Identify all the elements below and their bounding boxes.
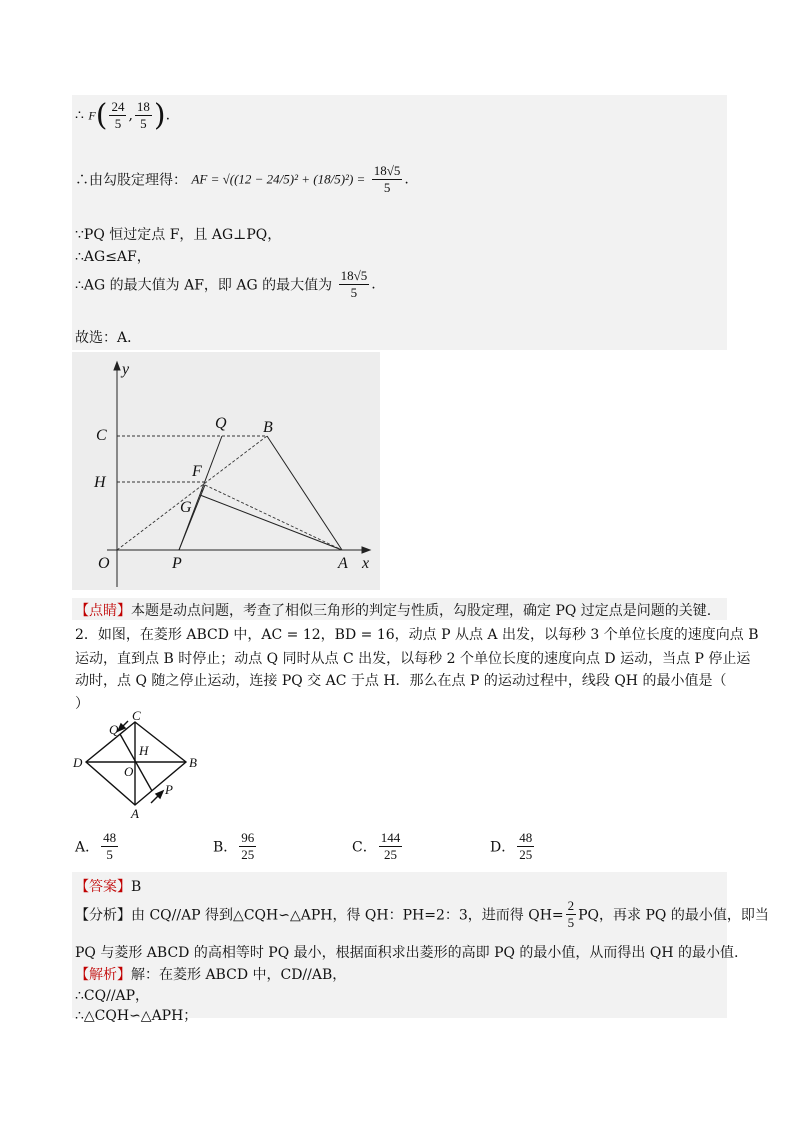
comment-line: 【点睛】本题是动点问题，考查了相似三角形的判定与性质，勾股定理，确定 PQ 过定点是问题的关键.: [75, 603, 712, 619]
fig2-label-P: P: [165, 782, 173, 797]
solution2-line3: ∴△CQH∽△APH；: [75, 1008, 198, 1024]
label-P: P: [172, 555, 182, 572]
label-G: G: [180, 499, 192, 516]
line-GA: [200, 495, 342, 550]
choose-line: 故选：A．: [75, 330, 142, 346]
fig2-label-Q: Q: [109, 722, 119, 737]
analysis-line2: PQ 与菱形 ABCD 的高相等时 PQ 最小，根据面积求出菱形的高即 PQ 的最小值，从而得出 QH 的最小值.: [75, 945, 739, 961]
fig2-label-D: D: [73, 755, 83, 770]
fig2-label-A: A: [131, 806, 139, 820]
figure-1-coordinate-diagram: [72, 352, 380, 590]
label-H: H: [94, 474, 106, 491]
option-B[interactable]: B． $\frac{96}{25}$: [213, 830, 255, 862]
figure-2-rhombus-diagram: [72, 708, 212, 820]
label-B: B: [263, 419, 273, 436]
answer-line: 【答案】B: [75, 879, 142, 895]
problem2-line4: ）: [75, 696, 89, 712]
solution2-line2: ∴CQ//AP，: [75, 988, 150, 1004]
line-FA: [205, 485, 342, 550]
fig2-label-C: C: [132, 708, 141, 723]
ag-max-line: ∴AG 的最大值为 AF，即 AG 的最大值为 $\frac{18√5}{5}$ .: [75, 268, 376, 300]
label-A: A: [338, 555, 348, 572]
fig2-label-B: B: [189, 755, 197, 770]
line-OB: [117, 436, 267, 550]
analysis-line1: 【分析】由 CQ//AP 得到△CQH∽△APH，得 QH：PH=2：3，进而得 QH= $\frac{2}{5}$ PQ，再求 PQ 的最小值，即当: [75, 898, 769, 930]
label-x: x: [362, 555, 370, 572]
solution2-line1: 【解析】解：在菱形 ABCD 中，CD//AB，: [75, 967, 347, 983]
fig2-label-O: O: [124, 764, 134, 779]
solution-shade-top: [72, 95, 727, 350]
label-F: F: [192, 463, 202, 480]
ag-le-af-line: ∴AG≤AF，: [75, 249, 151, 265]
label-Q: Q: [215, 415, 227, 432]
option-A[interactable]: A． $\frac{48}{5}$: [75, 830, 117, 862]
problem2-line3: 动时，点 Q 随之停止运动，连接 PQ 交 AC 于点 H．那么在点 P 的运动过程中，线段 QH 的最小值是（: [75, 673, 727, 689]
label-y: y: [122, 361, 130, 378]
problem2-line2: 运动，直到点 B 时停止；动点 Q 同时从点 C 出发，以每秒 2 个单位长度的速度向点 D 运动，当点 P 停止运: [75, 651, 751, 667]
problem2-line1: 2．如图，在菱形 ABCD 中，AC = 12，BD = 16，动点 P 从点 A 出发，以每秒 3 个单位长度的速度向点 B: [75, 627, 759, 643]
pq-fixed-point-line: ∵PQ 恒过定点 F，且 AG⊥PQ，: [75, 227, 282, 243]
line-BA: [267, 436, 342, 550]
pythagoras-line: ∴由勾股定理得： AF = √((12 − 24/5)² + (18/5)²) = $\frac{18√5}{5}$ .: [75, 163, 409, 195]
point-F-coords: ∴ F( $\frac{24}{5}$ , $\frac{18}{5}$ ).: [75, 98, 171, 133]
option-C[interactable]: C． $\frac{144}{25}$: [352, 830, 401, 862]
label-C: C: [96, 427, 107, 444]
line-PF: [179, 485, 205, 550]
label-O: O: [98, 555, 110, 572]
option-D[interactable]: D． $\frac{48}{25}$: [490, 830, 533, 862]
fig2-label-H: H: [139, 743, 149, 758]
